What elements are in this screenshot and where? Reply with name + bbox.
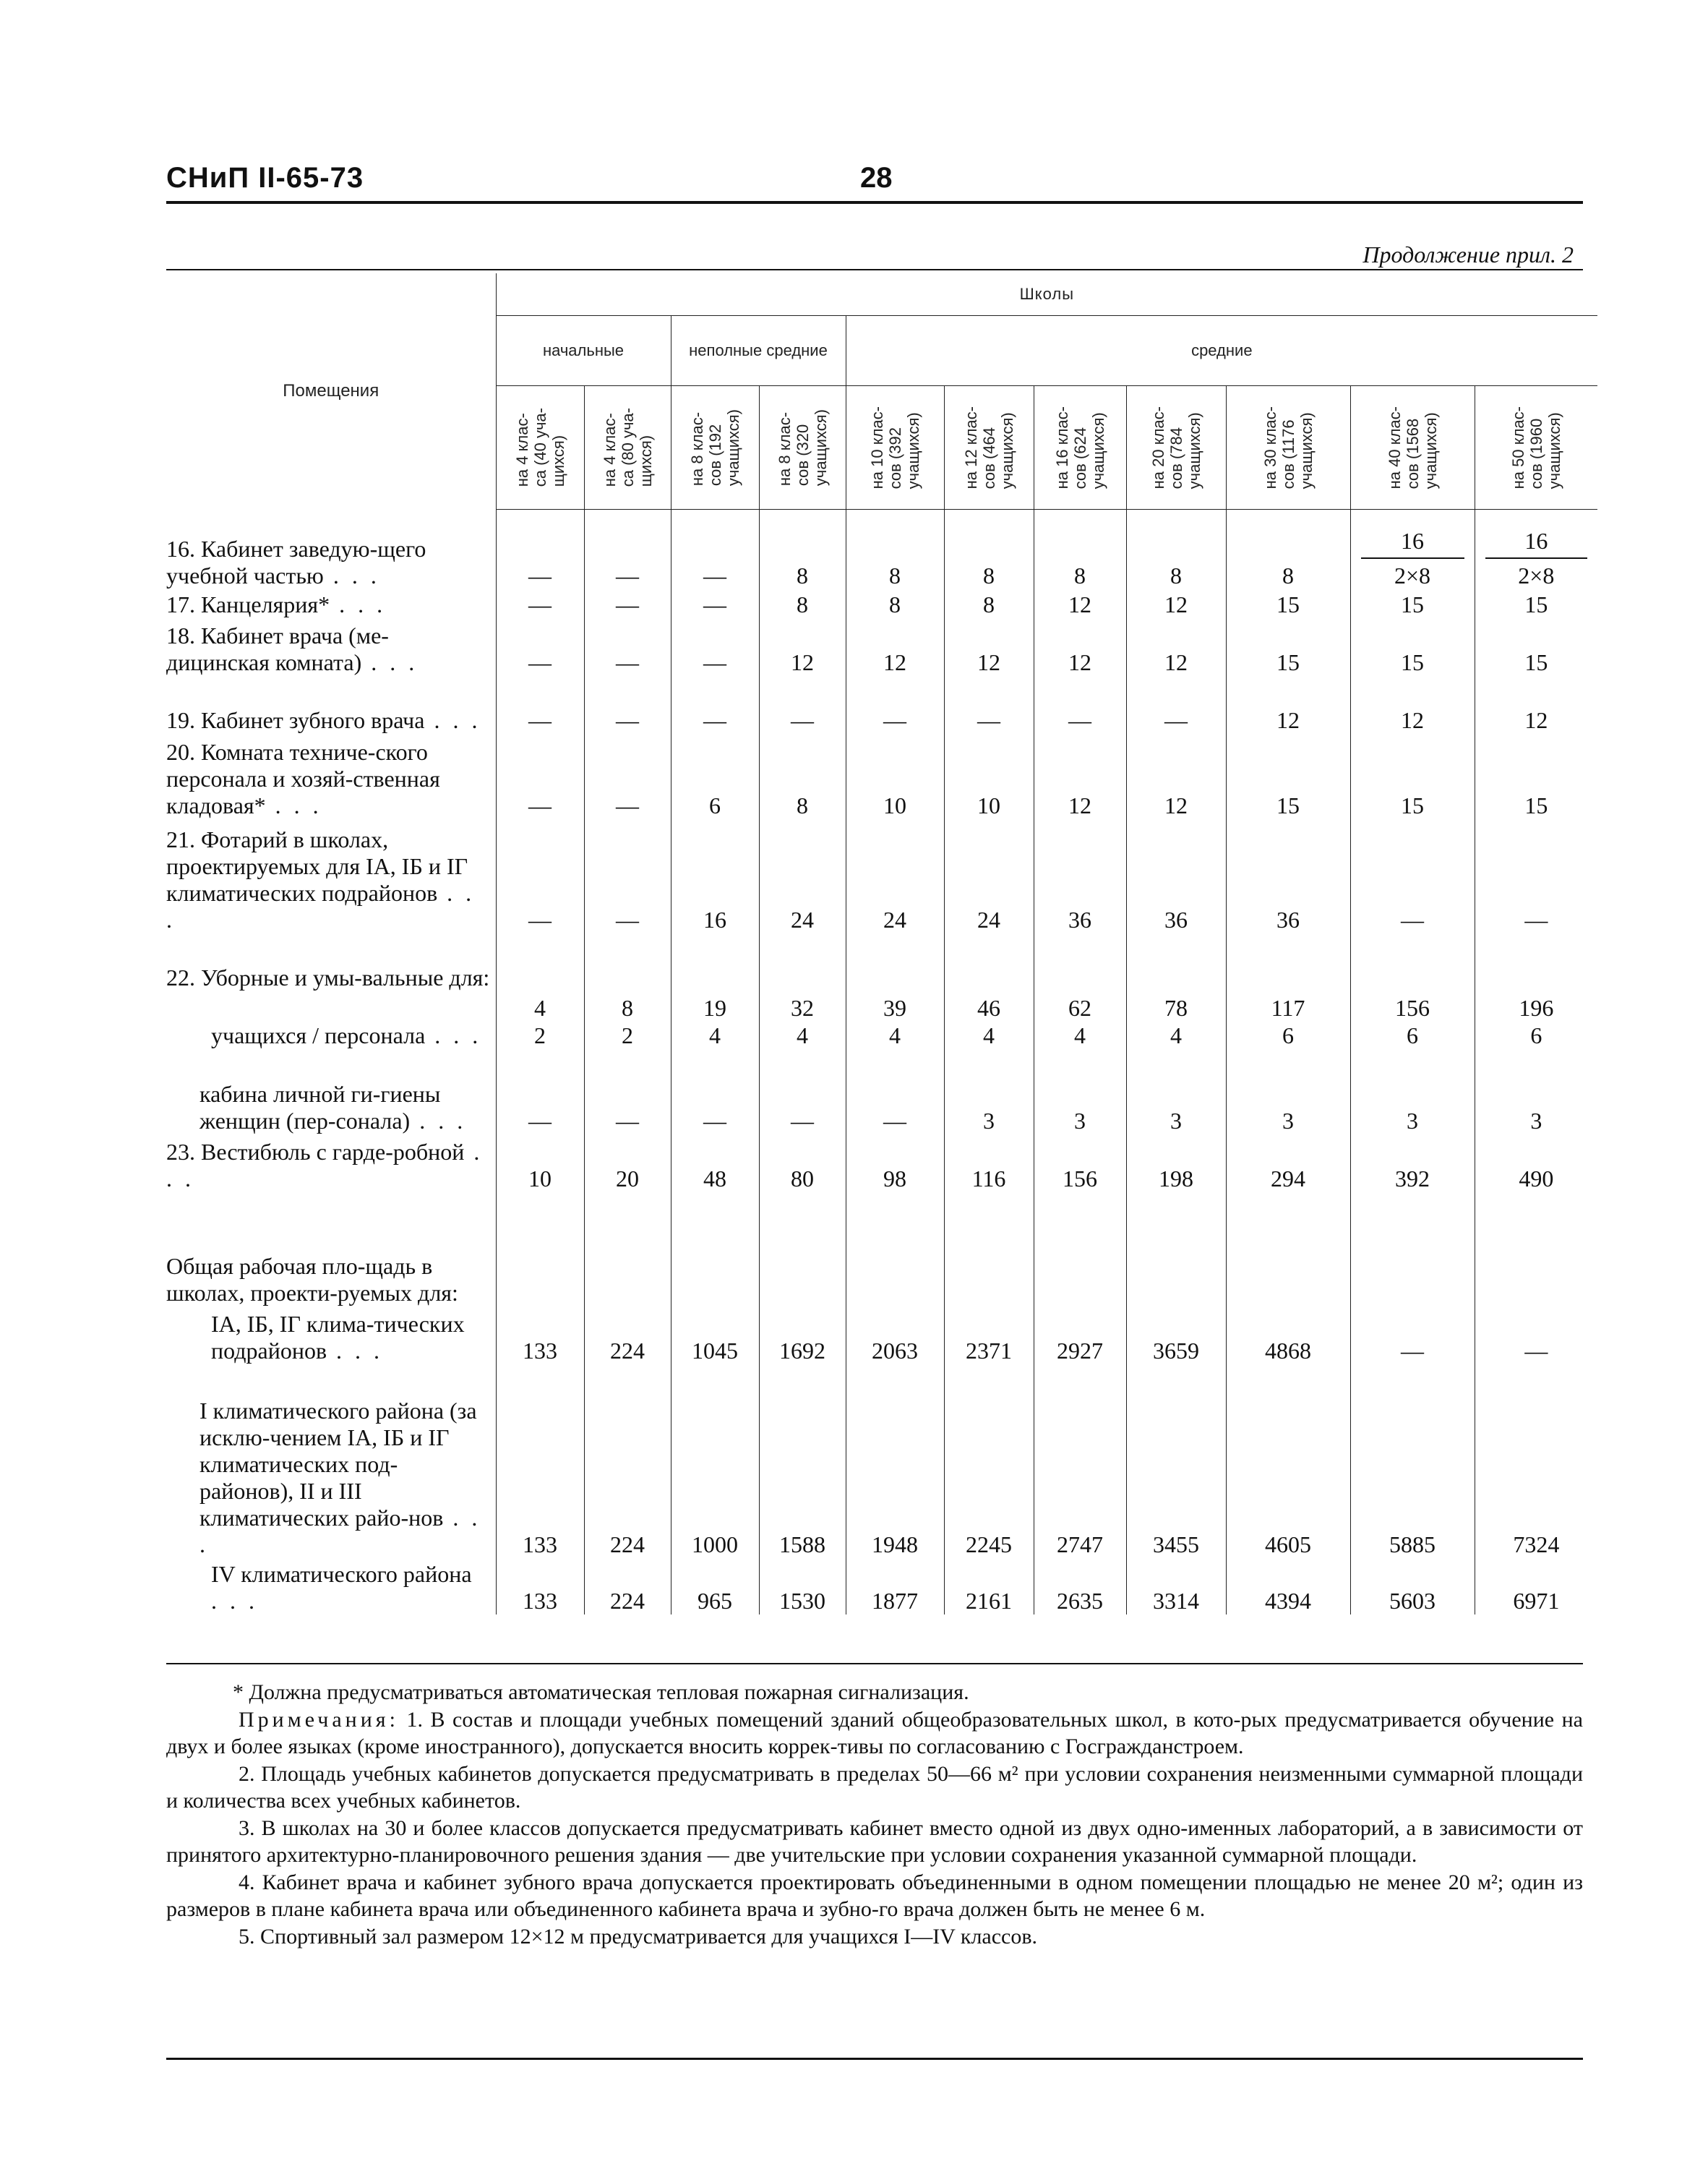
area-cell: 46 4: [944, 991, 1034, 1049]
area-cell: [1034, 933, 1126, 991]
area-cell: 62 4: [1034, 991, 1126, 1049]
area-cell: 5885: [1350, 1364, 1475, 1558]
area-cell: 12: [1034, 618, 1126, 676]
area-cell: 24: [846, 819, 944, 933]
area-cell: [1226, 1192, 1350, 1306]
area-cell: 2927: [1034, 1306, 1126, 1364]
area-cell: 15: [1226, 734, 1350, 819]
area-cell: 10: [496, 1134, 584, 1192]
area-cell: 12: [1475, 676, 1597, 734]
table-body: [166, 510, 1597, 1615]
area-cell: 1530: [759, 1558, 846, 1614]
area-cell: —: [496, 618, 584, 676]
area-cell: 2063: [846, 1306, 944, 1364]
area-cell: 4605: [1226, 1364, 1350, 1558]
area-cell: [1350, 933, 1475, 991]
room-label: IA, IБ, IГ клима-тических подрайонов . . .: [211, 1311, 465, 1364]
area-cell: 2245: [944, 1364, 1034, 1558]
area-cell: —: [584, 819, 671, 933]
area-cell: 8: [944, 589, 1034, 618]
area-cell: —: [584, 510, 671, 590]
column-header: на 4 клас- са (40 уча- щихся): [496, 386, 584, 510]
area-cell: 3: [1475, 1049, 1597, 1134]
area-cell: 3455: [1126, 1364, 1226, 1558]
table-row: [166, 933, 1597, 991]
area-cell: —: [1475, 1306, 1597, 1364]
area-cell: 224: [584, 1558, 671, 1614]
area-cell: —: [496, 819, 584, 933]
page-header: [166, 162, 1583, 207]
area-cell: —: [496, 589, 584, 618]
area-cell: 12: [1034, 734, 1126, 819]
area-cell: —: [584, 618, 671, 676]
area-cell: 3: [1126, 1049, 1226, 1134]
area-cell: [846, 1192, 944, 1306]
area-cell: [671, 933, 759, 991]
area-cell: —: [584, 734, 671, 819]
area-cell: 224: [584, 1364, 671, 1558]
area-cell: —: [846, 676, 944, 734]
area-cell: 6: [671, 734, 759, 819]
area-cell: 5603: [1350, 1558, 1475, 1614]
area-cell: 156 6: [1350, 991, 1475, 1049]
column-header: на 4 клас- са (80 уча- щихся): [584, 386, 671, 510]
area-cell: 19 4: [671, 991, 759, 1049]
area-cell: 3659: [1126, 1306, 1226, 1364]
column-header: на 12 клас- сов (464 учащихся): [944, 386, 1034, 510]
area-cell: 2635: [1034, 1558, 1126, 1614]
area-cell: 392: [1350, 1134, 1475, 1192]
area-cell: 1877: [846, 1558, 944, 1614]
area-cell: 8: [759, 589, 846, 618]
area-cell: 156: [1034, 1134, 1126, 1192]
area-cell: [759, 933, 846, 991]
table-row: [166, 589, 1597, 618]
area-cell: 198: [1126, 1134, 1226, 1192]
room-label: кабина личной ги-гиены женщин (пер-сонала) . . .: [199, 1081, 467, 1134]
area-cell: [1126, 933, 1226, 991]
area-cell: 20: [584, 1134, 671, 1192]
note-1: Примечания: 1. В состав и площади учебных помещений зданий общеобразовательных школ, в кото-рых предусматривается обучение на двух и более языках (кроме иностранного), допускается вносить коррек-тивы по согласованию с Госгражданстроем.: [166, 1708, 1583, 1758]
area-cell: —: [671, 1049, 759, 1134]
area-cell: —: [496, 676, 584, 734]
area-cell: —: [1475, 819, 1597, 933]
table-row: [166, 1134, 1597, 1192]
area-cell: —: [496, 734, 584, 819]
area-cell: 10: [846, 734, 944, 819]
area-cell: 133: [496, 1558, 584, 1614]
room-label: IV климатического района . . .: [211, 1561, 472, 1614]
level-primary: начальные: [496, 316, 671, 386]
area-cell: 1692: [759, 1306, 846, 1364]
area-cell: 8: [846, 589, 944, 618]
area-cell: 294: [1226, 1134, 1350, 1192]
room-label: 23. Вестибюль с гарде-робной . . .: [166, 1139, 484, 1192]
column-header: на 8 клас- сов (320 учащихся): [759, 386, 846, 510]
area-cell: [759, 1192, 846, 1306]
area-cell: 8 2: [584, 991, 671, 1049]
area-cell: 3: [1034, 1049, 1126, 1134]
area-cell: 4868: [1226, 1306, 1350, 1364]
continuation-note: Продолжение прил. 2: [1362, 241, 1574, 268]
table-row: [166, 1192, 1597, 1306]
notes-title: Примечания:: [239, 1708, 399, 1732]
area-cell: [944, 1192, 1034, 1306]
column-header: на 40 клас- сов (1568 учащихся): [1350, 386, 1475, 510]
note-2: 2. Площадь учебных кабинетов допускается предусматривать в пределах 50—66 м² при условии сохранения неизменными суммарной площади и количества всех учебных кабинетов.: [166, 1762, 1583, 1813]
area-cell: [496, 933, 584, 991]
area-cell: 36: [1126, 819, 1226, 933]
level-incomplete-secondary: неполные средние: [671, 316, 846, 386]
table-top-rule: [166, 269, 1583, 270]
area-cell: —: [584, 1049, 671, 1134]
column-header: на 10 клас- сов (392 учащихся): [846, 386, 944, 510]
area-cell: 8: [759, 734, 846, 819]
table-row: [166, 1306, 1597, 1364]
page-end-rule: [166, 2058, 1583, 2060]
area-cell: —: [759, 676, 846, 734]
area-cell: 8: [1034, 510, 1126, 590]
area-cell: 8: [944, 510, 1034, 590]
area-cell: 8: [846, 510, 944, 590]
area-cell: 2747: [1034, 1364, 1126, 1558]
note-5: 5. Спортивный зал размером 12×12 м предусматривается для учащихся I—IV классов.: [239, 1925, 1038, 1949]
area-cell: 224: [584, 1306, 671, 1364]
rooms-column-header: Помещения: [283, 381, 379, 401]
area-cell: 12: [1350, 676, 1475, 734]
area-cell: [1034, 1192, 1126, 1306]
room-label: 21. Фотарий в школах, проектируемых для IA, IБ и IГ климатических подрайонов . . .: [166, 826, 476, 933]
area-cell: 12: [1126, 734, 1226, 819]
area-cell: —: [759, 1049, 846, 1134]
area-cell: —: [846, 1049, 944, 1134]
area-cell: [496, 1192, 584, 1306]
area-cell: 12: [1126, 589, 1226, 618]
area-cell: 490: [1475, 1134, 1597, 1192]
column-header: на 20 клас- сов (784 учащихся): [1126, 386, 1226, 510]
area-cell: —: [496, 510, 584, 590]
area-cell: 24: [944, 819, 1034, 933]
area-cell: [1475, 933, 1597, 991]
note-4: 4. Кабинет врача и кабинет зубного врача допускается проектировать объединенными в одном помещении площадью не менее 20 м²; один из размеров в плане кабинета врача или объединенного кабинета врача и зубно-го врача должен быть не менее 6 м.: [166, 1870, 1583, 1921]
area-cell: 3: [944, 1049, 1034, 1134]
area-cell: 8: [1226, 510, 1350, 590]
area-cell: 80: [759, 1134, 846, 1192]
area-cell: 133: [496, 1306, 584, 1364]
area-cell: 15: [1350, 734, 1475, 819]
table-row: [166, 510, 1597, 590]
room-label: учащихся / персонала . . .: [211, 1022, 482, 1048]
fire-alarm-footnote: * Должна предусматриваться автоматическая тепловая пожарная сигнализация.: [233, 1680, 969, 1704]
area-cell: 24: [759, 819, 846, 933]
table-bottom-rule: [166, 1663, 1583, 1664]
area-cell: —: [1126, 676, 1226, 734]
area-cell: 39 4: [846, 991, 944, 1049]
area-cell: 1045: [671, 1306, 759, 1364]
room-label: 19. Кабинет зубного врача . . .: [166, 707, 481, 733]
area-cell: 15: [1475, 734, 1597, 819]
area-cell: [1350, 1192, 1475, 1306]
area-cell: 3: [1350, 1049, 1475, 1134]
area-cell: 12: [1034, 589, 1126, 618]
room-label: 18. Кабинет врача (ме-дицинская комната) . . .: [166, 623, 419, 675]
area-cell: 15: [1350, 589, 1475, 618]
area-cell: 3: [1226, 1049, 1350, 1134]
area-cell: 4394: [1226, 1558, 1350, 1614]
room-label: 16. Кабинет заведую-щего учебной частью . . .: [166, 536, 426, 589]
area-cell: 16 2×8: [1475, 510, 1597, 590]
area-cell: 196 6: [1475, 991, 1597, 1049]
area-cell: —: [1350, 819, 1475, 933]
area-cell: —: [496, 1049, 584, 1134]
area-cell: [671, 1192, 759, 1306]
area-cell: —: [671, 510, 759, 590]
area-cell: —: [584, 676, 671, 734]
table-row: [166, 618, 1597, 676]
area-cell: 1948: [846, 1364, 944, 1558]
area-cell: —: [1034, 676, 1126, 734]
column-header: на 30 клас- сов (1176 учащихся): [1226, 386, 1350, 510]
area-cell: —: [944, 676, 1034, 734]
area-cell: 1588: [759, 1364, 846, 1558]
area-cell: 15: [1226, 589, 1350, 618]
area-cell: 12: [1126, 618, 1226, 676]
table-row: [166, 734, 1597, 819]
area-cell: 12: [944, 618, 1034, 676]
area-cell: —: [1350, 1306, 1475, 1364]
area-cell: 15: [1350, 618, 1475, 676]
area-cell: 98: [846, 1134, 944, 1192]
area-cell: 3314: [1126, 1558, 1226, 1614]
area-cell: 32 4: [759, 991, 846, 1049]
table-row: [166, 819, 1597, 933]
area-cell: 4 2: [496, 991, 584, 1049]
room-label: I климатического района (за исклю-чением IA, IБ и IГ климатических под-районов), II и III климатических райо-нов . . .: [199, 1398, 481, 1557]
area-cell: 16 2×8: [1350, 510, 1475, 590]
table-row: [166, 1364, 1597, 1558]
area-cell: 6971: [1475, 1558, 1597, 1614]
room-label: 17. Канцелярия* . . .: [166, 591, 387, 617]
area-cell: 15: [1475, 589, 1597, 618]
area-cell: [1226, 933, 1350, 991]
area-cell: —: [671, 589, 759, 618]
column-header: на 50 клас- сов (1960 учащихся): [1475, 386, 1597, 510]
area-cell: 15: [1475, 618, 1597, 676]
level-secondary: средние: [846, 316, 1597, 386]
table-row: [166, 1049, 1597, 1134]
area-cell: 116: [944, 1134, 1034, 1192]
page-number: 28: [860, 162, 893, 194]
area-cell: 117 6: [1226, 991, 1350, 1049]
note-3: 3. В школах на 30 и более классов допускается предусматривать кабинет вместо одной из двух одно-именных лабораторий, а в зависимости от принятого архитектурно-планировочного решения здания — две учительские при условии сохранения указанной суммарной площади.: [166, 1816, 1583, 1867]
area-cell: 36: [1226, 819, 1350, 933]
room-label: 20. Комната техниче-ского персонала и хозяй-ственная кладовая* . . .: [166, 739, 440, 818]
area-cell: 48: [671, 1134, 759, 1192]
column-header: на 8 клас- сов (192 учащихся): [671, 386, 759, 510]
area-cell: —: [671, 618, 759, 676]
area-cell: 16: [671, 819, 759, 933]
table-row: [166, 991, 1597, 1049]
area-cell: 36: [1034, 819, 1126, 933]
area-cell: 7324: [1475, 1364, 1597, 1558]
area-cell: 2371: [944, 1306, 1034, 1364]
area-cell: 2161: [944, 1558, 1034, 1614]
table-row: [166, 1558, 1597, 1614]
rooms-area-table: [166, 273, 1597, 1614]
area-cell: 12: [846, 618, 944, 676]
area-cell: [1126, 1192, 1226, 1306]
column-header: на 16 клас- сов (624 учащихся): [1034, 386, 1126, 510]
area-cell: [1475, 1192, 1597, 1306]
area-cell: 78 4: [1126, 991, 1226, 1049]
area-cell: 1000: [671, 1364, 759, 1558]
area-cell: [584, 933, 671, 991]
document-code: СНиП II-65-73: [166, 162, 364, 194]
area-cell: 12: [1226, 676, 1350, 734]
area-cell: —: [584, 589, 671, 618]
area-cell: 133: [496, 1364, 584, 1558]
area-cell: [584, 1192, 671, 1306]
table-row: [166, 676, 1597, 734]
area-cell: 8: [1126, 510, 1226, 590]
room-label: 22. Уборные и умы-вальные для:: [166, 965, 490, 991]
area-cell: 15: [1226, 618, 1350, 676]
footnotes: [166, 1679, 1583, 1951]
area-cell: 8: [759, 510, 846, 590]
header-rule: [166, 201, 1583, 204]
area-cell: [944, 933, 1034, 991]
area-cell: 965: [671, 1558, 759, 1614]
area-cell: 10: [944, 734, 1034, 819]
room-label: Общая рабочая пло-щадь в школах, проекти-руемых для:: [166, 1253, 458, 1306]
area-cell: 12: [759, 618, 846, 676]
schools-header: Школы: [496, 273, 1597, 316]
area-cell: —: [671, 676, 759, 734]
area-cell: [846, 933, 944, 991]
